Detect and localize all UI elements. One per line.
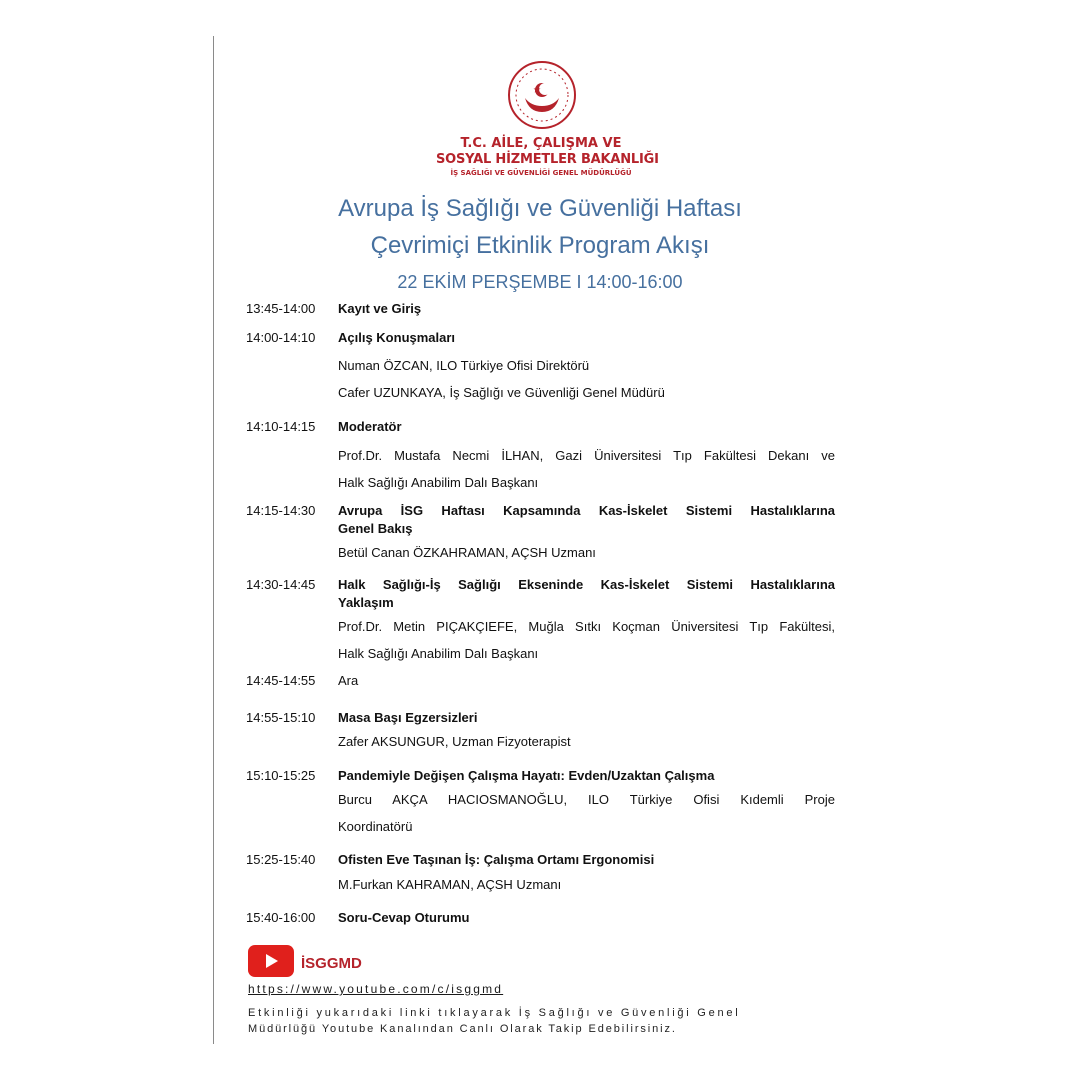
youtube-play-icon[interactable] [248,945,294,977]
schedule-title: Soru-Cevap Oturumu [338,910,470,925]
speaker-line: Zafer AKSUNGUR, Uzman Fizyoterapist [338,734,571,749]
schedule-title: Ofisten Eve Taşınan İş: Çalışma Ortamı Ergonomisi [338,852,655,867]
schedule-title-line: Halk Sağlığı-İş Sağlığı Ekseninde Kas-İskelet Sistemi Hastalıklarına [338,577,835,592]
schedule-time: 15:40-16:00 [246,910,316,925]
speaker-line: M.Furkan KAHRAMAN, AÇSH Uzmanı [338,877,562,892]
speaker-line: Prof.Dr. Metin PIÇAKÇIEFE, Muğla Sıtkı Koçman Üniversitesi Tıp Fakültesi, [338,619,835,634]
page-subtitle: Çevrimiçi Etkinlik Program Akışı [370,232,710,259]
speaker-line: Betül Canan ÖZKAHRAMAN, AÇSH Uzmanı [338,545,596,560]
schedule-time: 14:30-14:45 [246,577,316,592]
left-margin-line [213,36,214,1044]
schedule-time: 15:25-15:40 [246,852,316,867]
ministry-seal-icon [507,60,577,130]
ministry-logo [436,58,659,180]
schedule-time: 14:45-14:55 [246,673,316,688]
speaker-line: Burcu AKÇA HACIOSMANOĞLU, ILO Türkiye Ofisi Kıdemli Proje [338,792,835,807]
schedule-time: 14:15-14:30 [246,503,316,518]
schedule-time: 14:00-14:10 [246,330,316,345]
youtube-channel-link[interactable]: https://www.youtube.com/c/isggmd [248,982,504,996]
schedule-title: Ara [338,673,359,688]
schedule-time: 13:45-14:00 [246,301,316,316]
schedule-time: 14:10-14:15 [246,419,316,434]
footer-note-line1: Etkinliği yukarıdaki linki tıklayarak İş Sağlığı ve Güvenliği Genel [248,1007,741,1019]
schedule-title: Pandemiyle Değişen Çalışma Hayatı: Evden/Uzaktan Çalışma [338,768,715,783]
directorate-name: İŞ SAĞLIĞI VE GÜVENLİĞİ GENEL MÜDÜRLÜĞÜ [450,169,632,177]
schedule-title-line: Yaklaşım [338,595,394,610]
schedule-title-line: Avrupa İSG Haftası Kapsamında Kas-İskelet Sistemi Hastalıklarına [338,503,835,518]
speaker-line: Prof.Dr. Mustafa Necmi İLHAN, Gazi Üniversitesi Tıp Fakültesi Dekanı ve [338,448,835,463]
schedule-title: Kayıt ve Giriş [338,301,422,316]
page-title: Avrupa İş Sağlığı ve Güvenliği Haftası [338,195,742,222]
schedule-time: 14:55-15:10 [246,710,316,725]
event-date: 22 EKİM PERŞEMBE I 14:00-16:00 [397,272,683,292]
speaker-line: Halk Sağlığı Anabilim Dalı Başkanı [338,646,539,661]
schedule-title: Moderatör [338,419,402,434]
speaker-line: Cafer UZUNKAYA, İş Sağlığı ve Güvenliği Genel Müdürü [338,385,665,400]
schedule-time: 15:10-15:25 [246,768,316,783]
footer-note-line2: Müdürlüğü Youtube Kanalından Canlı Olarak Takip Edebilirsiniz. [248,1023,677,1035]
schedule-title-line: Genel Bakış [338,521,413,536]
speaker-line: Koordinatörü [338,819,413,834]
ministry-name-line1: T.C. AİLE, ÇALIŞMA VE [460,136,622,151]
ministry-name-line2: SOSYAL HİZMETLER BAKANLIĞI [436,152,659,167]
speaker-line: Halk Sağlığı Anabilim Dalı Başkanı [338,475,539,490]
schedule-title: Masa Başı Egzersizleri [338,710,478,725]
schedule-title: Açılış Konuşmaları [338,330,456,345]
youtube-channel-name[interactable]: İSGGMD [301,955,362,972]
speaker-line: Numan ÖZCAN, ILO Türkiye Ofisi Direktörü [338,358,590,373]
